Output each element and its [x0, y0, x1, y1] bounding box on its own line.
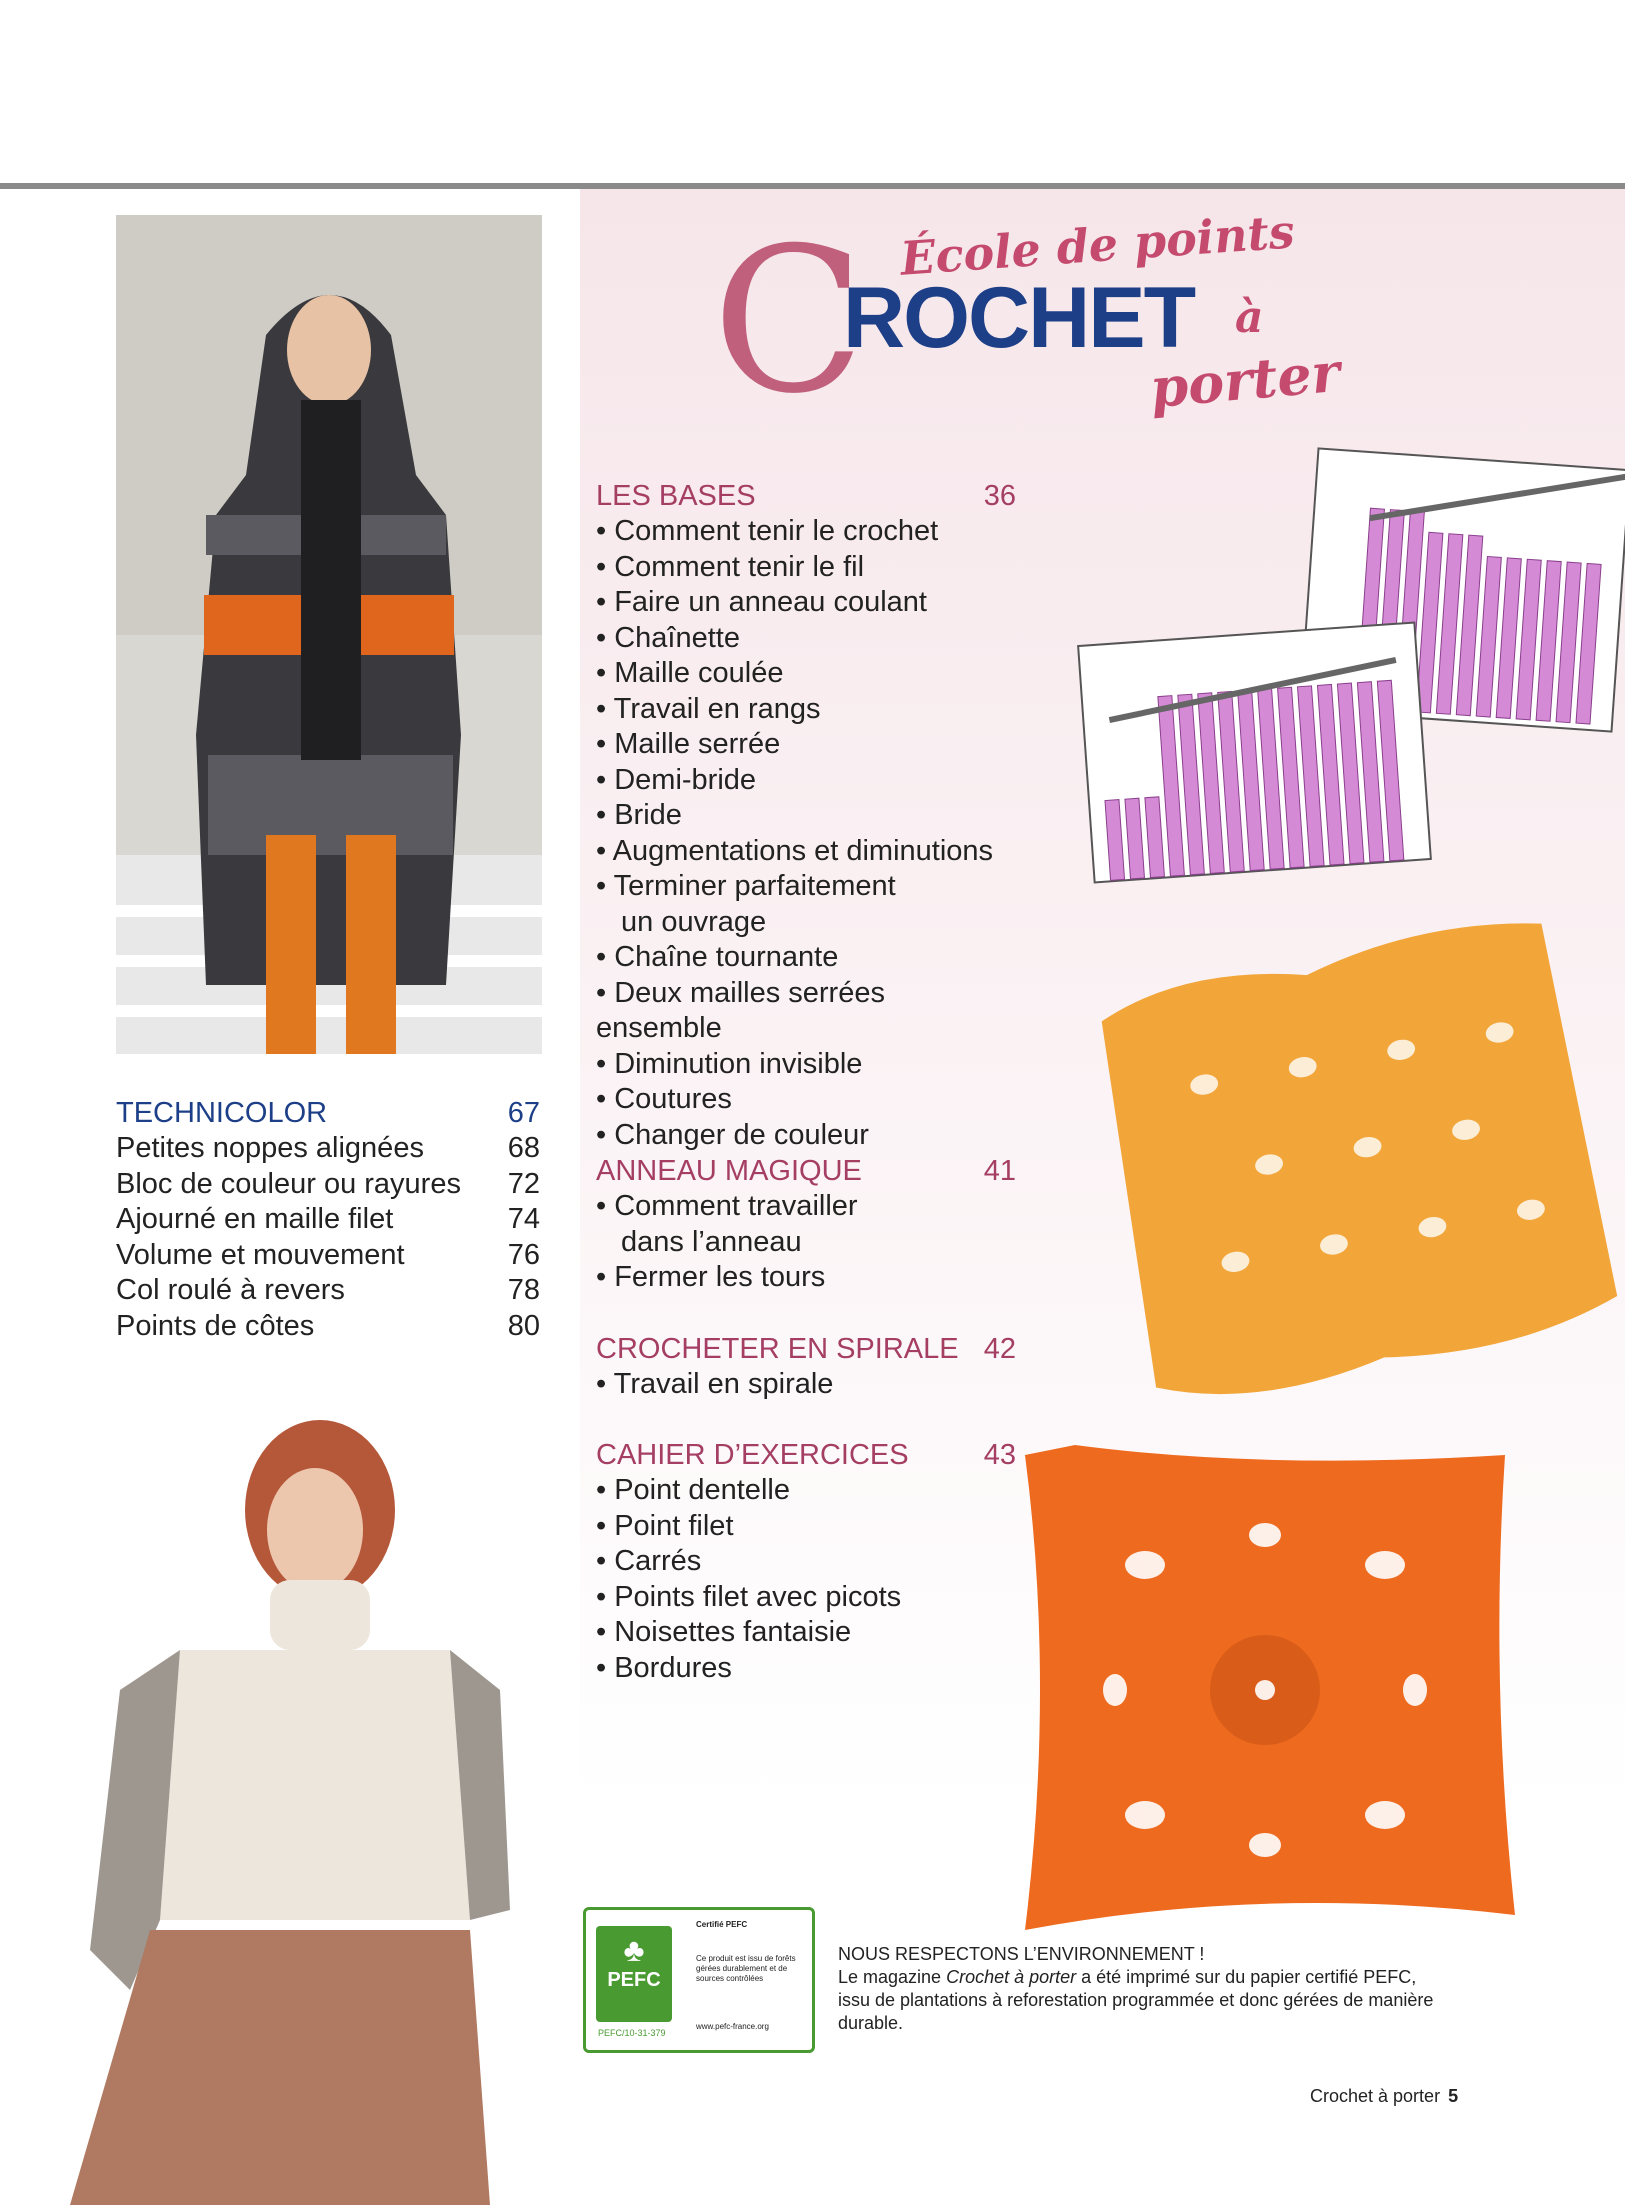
environment-note: [838, 1943, 1448, 2035]
toc-row-label: Petites noppes alignées: [116, 1132, 424, 1164]
magazine-name: Crochet à porter: [946, 1967, 1077, 1987]
toc-item: • Comment travailler: [596, 1190, 858, 1222]
toc-item: • Travail en rangs: [596, 692, 821, 725]
toc-row: [116, 1167, 540, 1203]
toc-item: un ouvrage: [621, 905, 767, 938]
toc-item: • Bride: [596, 799, 682, 831]
toc-row: [116, 1131, 540, 1167]
section-title: ANNEAU MAGIQUE: [596, 1155, 862, 1187]
toc-item: • Travail en spirale: [596, 1368, 834, 1400]
toc-row: [116, 1238, 540, 1274]
environment-text: a été imprimé sur du papier certifié PEFC,: [1076, 1967, 1417, 1987]
section-header: [596, 1153, 1016, 1189]
yellow-swatch: [1062, 880, 1625, 1445]
toc-row-label: Ajourné en maille filet: [116, 1203, 394, 1235]
orange-granny-square: [1005, 1425, 1525, 1940]
toc-row-label: Col roulé à revers: [116, 1274, 345, 1306]
section-title: CROCHETER EN SPIRALE: [596, 1333, 959, 1365]
section-header: [596, 1437, 1016, 1473]
toc-item: • Diminution invisible: [596, 1047, 863, 1080]
section-page: 42: [983, 1333, 1016, 1365]
section-header: [596, 1331, 1016, 1367]
toc-item: • Maille coulée: [596, 657, 784, 689]
toc-row-label: Bloc de couleur ou rayures: [116, 1167, 461, 1200]
toc-item: • Points filet avec picots: [596, 1580, 902, 1613]
toc-item: • Chaînette: [596, 621, 740, 654]
toc-item: • Faire un anneau coulant: [596, 586, 927, 618]
toc-item: • Carrés: [596, 1545, 702, 1577]
toc-item: • Terminer parfaitement: [596, 870, 896, 902]
section-page: 67: [507, 1097, 540, 1129]
pefc-certified: Certifié PEFC: [696, 1920, 748, 1929]
toc-row-label: Points de côtes: [116, 1309, 315, 1342]
toc-section-crocheter-en-spirale: [596, 1331, 1016, 1403]
toc-section-technicolor: [116, 1095, 540, 1344]
section-page: 36: [983, 480, 1016, 512]
section-title: CAHIER D’EXERCICES: [596, 1439, 909, 1471]
toc-row-page: 72: [507, 1167, 540, 1200]
pefc-description: Ce produit est issu de forêts gérées durablement et de sources contrôlées: [696, 1954, 796, 1983]
toc-row-label: Volume et mouvement: [116, 1238, 405, 1271]
title-a: à: [1235, 292, 1264, 343]
toc-item: • Noisettes fantaisie: [596, 1616, 852, 1648]
toc-row: [116, 1202, 540, 1238]
footer-magazine: Crochet à porter: [1310, 2086, 1441, 2106]
environment-heading: NOUS RESPECTONS L’ENVIRONNEMENT !: [838, 1944, 1205, 1964]
section-header: [116, 1095, 540, 1131]
section-page: 41: [983, 1155, 1016, 1187]
toc-row: [116, 1309, 540, 1345]
toc-item: • Demi-bride: [596, 763, 757, 796]
title-porter: porter: [1147, 339, 1343, 421]
title-initial-letter: C: [712, 205, 866, 438]
section-page: 43: [983, 1439, 1016, 1471]
toc-item: • Coutures: [596, 1083, 732, 1115]
photo-hooded-cardigan: [116, 215, 542, 1054]
toc-row-page: 80: [507, 1309, 540, 1342]
pefc-certification-box: [583, 1907, 815, 2053]
page-footer: [1310, 2086, 1458, 2107]
toc-item: • Bordures: [596, 1651, 732, 1684]
toc-section-cahier-exercices: [596, 1437, 1016, 1686]
environment-line2: issu de plantations à reforestation programmée et donc gérées de manière durable.: [838, 1990, 1434, 2033]
toc-item: • Comment tenir le fil: [596, 550, 865, 583]
toc-row: [116, 1273, 540, 1309]
toc-item: dans l’anneau: [621, 1225, 802, 1258]
tree-icon: ♣: [623, 1932, 645, 1968]
toc-row-page: 78: [507, 1274, 540, 1306]
toc-item: • Deux mailles serrées ensemble: [596, 976, 885, 1044]
toc-row-page: 68: [507, 1132, 540, 1164]
environment-text: Le magazine: [838, 1967, 947, 1987]
toc-item: • Point filet: [596, 1509, 734, 1542]
toc-item: • Augmentations et diminutions: [596, 834, 994, 867]
toc-item: • Maille serrée: [596, 728, 781, 760]
toc-row-page: 76: [507, 1238, 540, 1271]
toc-section-anneau-magique: [596, 1153, 1016, 1296]
page-number: 5: [1448, 2086, 1459, 2106]
section-title: LES BASES: [596, 480, 756, 512]
toc-section-les-bases: [596, 478, 1016, 1153]
section-title: TECHNICOLOR: [116, 1097, 328, 1129]
stitch-diagram-lower: [1074, 618, 1435, 886]
toc-item: • Fermer les tours: [596, 1261, 826, 1293]
pefc-logo: [596, 1926, 672, 2022]
section-header: [596, 478, 1016, 514]
photo-knit-vest: [30, 1390, 540, 2205]
page-title: ROCHET: [843, 270, 1195, 366]
toc-item: • Chaîne tournante: [596, 941, 839, 973]
toc-item: • Comment tenir le crochet: [596, 515, 939, 547]
toc-item: • Changer de couleur: [596, 1118, 869, 1151]
environment-line1: [838, 1966, 1448, 1989]
toc-row-page: 74: [507, 1203, 540, 1235]
pefc-url: www.pefc-france.org: [696, 2022, 769, 2031]
toc-item: • Point dentelle: [596, 1474, 790, 1506]
pefc-code: PEFC/10-31-379: [598, 2028, 666, 2038]
title-script: École de points: [898, 204, 1297, 286]
pefc-logo-text: PEFC: [607, 1969, 661, 1991]
